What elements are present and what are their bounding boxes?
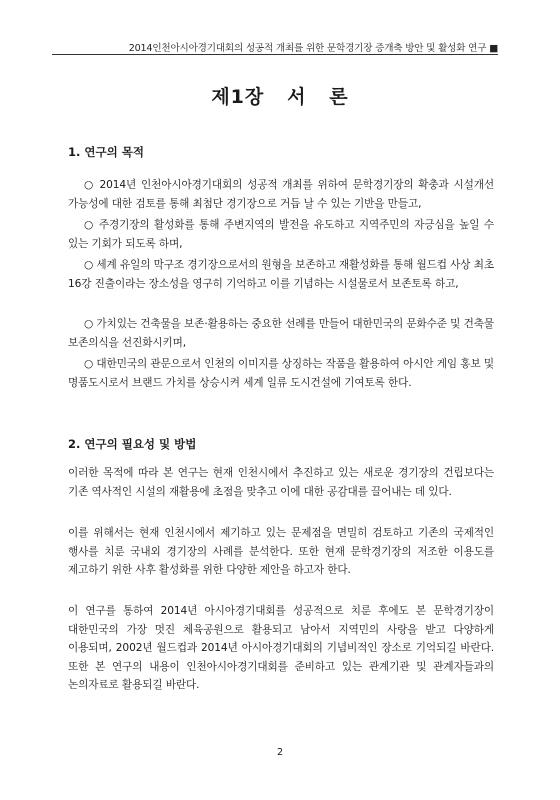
purpose-bullet-1: ○ 2014년 인천아시아경기대회의 성공적 개최를 위하여 문학경기장의 확충과 시설개선 가능성에 대한 검토를 통해 최첨단 경기장으로 거듭 날 수 있는 기반을 만들고, — [68, 179, 494, 210]
purpose-bullet-5: ○ 대한민국의 관문으로서 인천의 이미지를 상징하는 작품을 활용하여 아시안 게임 홍보 및 명품도시로서 브랜드 가치를 상승시켜 세계 일류 도시건설에 기여토록 한다. — [68, 358, 494, 389]
chapter-title: 제1장 서 론 — [211, 86, 349, 108]
running-header: 2014인천아시아경기대회의 성공적 개최를 위한 문학경기장 증개축 방안 및 활성화 연구 ■ — [128, 43, 498, 54]
method-paragraph-1: 이러한 목적에 따라 본 연구는 현재 인천시에서 추진하고 있는 새로운 경기장의 건립보다는 기존 역사적인 시설의 재활용에 초점을 맞추고 이에 대한 공감대를 끌어내는 데 있다. — [68, 467, 494, 498]
header-rule — [52, 54, 498, 55]
page-number: 2 — [276, 747, 284, 758]
method-paragraph-2: 이를 위해서는 현재 인천시에서 제기하고 있는 문제점을 면밀히 검토하고 기존의 국제적인 행사를 치룬 국내외 경기장의 사례를 분석한다. 또한 현재 문학경기장의 저조한 이용도를 제고하기 위한 사후 활성화를 위한 다양한 제안을 하고자 한다. — [68, 527, 494, 576]
section-title-method: 2. 연구의 필요성 및 방법 — [68, 437, 197, 451]
section-title-purpose: 1. 연구의 목적 — [68, 145, 144, 159]
purpose-bullet-3: ○ 세계 유일의 막구조 경기장으로서의 원형을 보존하고 재활성화를 통해 월드컵 사상 최초 16강 진출이라는 장소성을 영구히 기억하고 이를 기념하는 시설물로서 보존토록 하고, — [68, 259, 494, 290]
purpose-bullet-4: ○ 가치있는 건축물을 보존·활용하는 중요한 선례를 만들어 대한민국의 문화수준 및 건축물 보존의식을 선진화시키며, — [68, 318, 494, 349]
method-paragraph-3: 이 연구를 통하여 2014년 아시아경기대회를 성공적으로 치룬 후에도 본 문학경기장이 대한민국의 가장 멋진 체육공원으로 활용되고 남아서 지역민의 사랑을 받고 다양하게 이용되며, 2002년 월드컵과 2014년 아시아경기대회의 기념비적인 장소로 기억되길 바란다. 또한 본 연구의 내용이 인천아시아경기대회를 준비하고 있는 관계기관 및 관계자들과의 논의자료로 활용되길 바란다. — [68, 605, 494, 691]
purpose-bullet-2: ○ 주경기장의 활성화를 통해 주변지역의 발전을 유도하고 지역주민의 자긍심을 높일 수 있는 기회가 되도록 하며, — [68, 219, 494, 250]
